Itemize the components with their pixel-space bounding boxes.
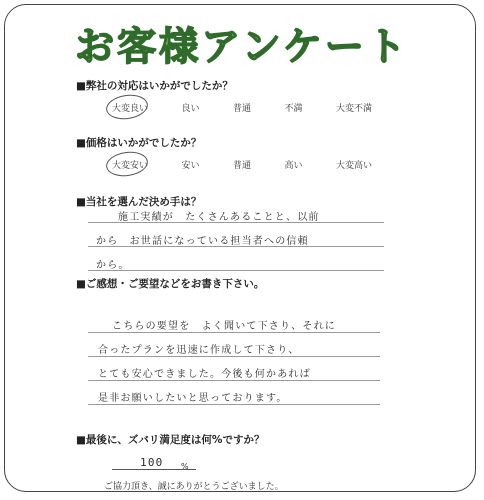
options-price [112, 158, 372, 171]
option-price-average[interactable]: 普通 [232, 161, 251, 171]
handwritten-answer-line: から お世話になっている担当者への信頼 [96, 236, 309, 247]
option-service-very-good[interactable]: 大変良い [112, 101, 148, 114]
answer-rule [88, 356, 380, 357]
question-price: ■価格はいかがでしたか？ [76, 137, 202, 149]
option-price-expensive[interactable]: 高い [284, 161, 303, 171]
handwritten-answer-line: 是非お願いしたいと思っております。 [98, 393, 288, 404]
thank-you-note: ご協力頂き、誠にありがとうございました。 [104, 482, 284, 492]
handwritten-answer-line: 合ったプランを迅速に作成して下さり、 [98, 345, 300, 356]
answer-rule [88, 404, 380, 405]
handwritten-answer-line: こちらの要望を よく聞いて下さり、それに [112, 321, 336, 332]
handwritten-answer-line: から。 [96, 260, 130, 271]
options-service [112, 101, 372, 114]
satisfaction-underline [112, 469, 196, 470]
satisfaction-unit: % [181, 462, 189, 471]
option-service-average[interactable]: 普通 [232, 104, 251, 114]
option-price-very-expensive[interactable]: 大変高い [335, 161, 372, 171]
question-satisfaction: ■最後に、ズバリ満足度は何%ですか？ [76, 434, 265, 446]
option-service-unsatisfied[interactable]: 不満 [284, 104, 303, 114]
satisfaction-value: 100 [140, 456, 164, 469]
survey-title: お客様アンケート [75, 25, 409, 70]
option-price-cheap[interactable]: 安い [181, 161, 200, 171]
handwritten-answer-line: 施工実績が たくさんあることと、以前 [118, 212, 320, 223]
option-service-good[interactable]: 良い [181, 104, 200, 114]
question-deciding-factor: ■当社を選んだ決め手は？ [76, 196, 202, 208]
answer-rule [88, 380, 380, 381]
option-service-very-unsatisfied[interactable]: 大変不満 [335, 104, 372, 114]
handwritten-answer-line: とても安心できました。今後も何かあれば [98, 369, 311, 380]
option-price-very-cheap[interactable]: 大変安い [112, 158, 148, 171]
answer-rule [88, 270, 384, 271]
survey-card-border [4, 4, 476, 492]
question-service: ■弊社の対応はいかがでしたか？ [76, 80, 233, 92]
answer-rule [88, 332, 380, 333]
question-comments: ■ご感想・ご要望などをお書き下さい。 [76, 278, 265, 290]
